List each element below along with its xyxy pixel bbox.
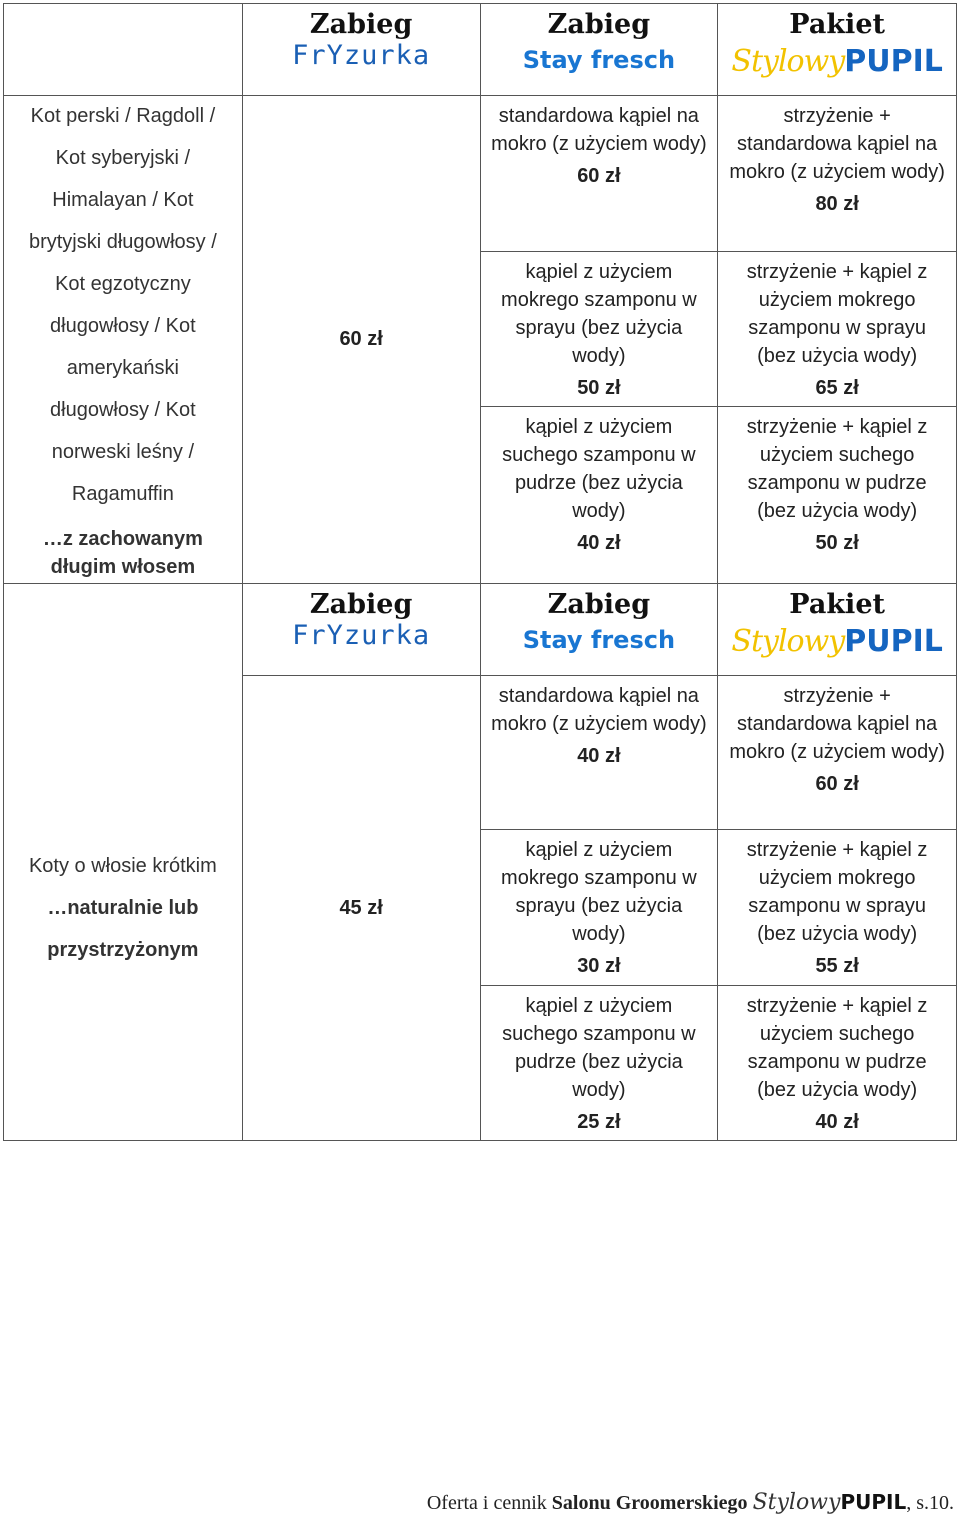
- header-pakiet-title: Pakiet: [789, 9, 885, 40]
- category-long-note: …z zachowanym długim włosem: [42, 527, 203, 578]
- page-footer: Oferta i cennik Salonu Groomerskiego StylowyPUPIL, s.10.: [426, 1490, 954, 1515]
- fryzurka-price-short: 45 zł: [243, 676, 481, 1141]
- service-option: strzyżenie + standardowa kąpiel na mokro (z użyciem wody) 60 zł: [718, 676, 956, 830]
- service-option: strzyżenie + kąpiel z użyciem suchego szamponu w pudrze (bez użycia wody) 40 zł: [746, 995, 928, 1133]
- header-fryzurka-sub: FrYzurka: [292, 40, 431, 71]
- stay-fresh-short: [481, 676, 719, 1141]
- header-pakiet: [718, 4, 957, 96]
- section-long-hair: [3, 96, 957, 584]
- service-option: strzyżenie + kąpiel z użyciem mokrego szamponu w sprayu (bez użycia wody) 55 zł: [718, 830, 956, 986]
- header-empty-cell: [4, 4, 243, 96]
- header-fryzurka: [243, 4, 481, 96]
- service-option: strzyżenie + standardowa kąpiel na mokro (z użyciem wody) 80 zł: [718, 96, 956, 252]
- service-option: standardowa kąpiel na mokro (z użyciem wody) 40 zł: [481, 676, 718, 830]
- category-long-hair: Kot perski / Ragdoll / Kot syberyjski / Himalayan / Kot brytyjski długowłosy / Kot egzotyczny długowłosy / Kot amerykański długowłosy / Kot norweski leśny / Ragamuffin …z zachowanym długim włosem: [4, 96, 243, 584]
- service-option: standardowa kąpiel na mokro (z użyciem wody) 60 zł: [481, 96, 718, 252]
- service-option: strzyżenie + kąpiel z użyciem suchego szamponu w pudrze (bez użycia wody) 50 zł: [746, 416, 928, 554]
- service-option: kąpiel z użyciem mokrego szamponu w sprayu (bez użycia wody) 30 zł: [481, 830, 718, 986]
- pakiet-short: [718, 676, 957, 1141]
- header-stay-sub: Stay fresch: [522, 46, 676, 74]
- header-fryzurka: Zabieg FrYzurka: [243, 584, 481, 676]
- stay-fresh-long: [481, 96, 719, 584]
- pakiet-long: [718, 96, 957, 584]
- footer-logo-pupil: PUPIL: [840, 1490, 907, 1514]
- header-stay-fresh: [481, 4, 719, 96]
- section-short-hair: [3, 676, 957, 1141]
- service-option: kąpiel z użyciem suchego szamponu w pudrze (bez użycia wody) 40 zł: [502, 416, 696, 554]
- category-short-hair: Koty o włosie krótkim …naturalnie lub przystrzyżonym: [4, 676, 243, 1141]
- price-table: [3, 3, 957, 1141]
- header-pakiet: Pakiet StylowyPUPIL: [718, 584, 957, 676]
- header-fryzurka-title: Zabieg: [309, 9, 413, 40]
- stylowy-pupil-logo: StylowyPUPIL: [731, 624, 943, 659]
- table-header-row: [3, 3, 957, 96]
- fryzurka-price-long: 60 zł: [243, 96, 481, 584]
- header-stay-title: Zabieg: [547, 9, 651, 40]
- stylowy-pupil-logo: StylowyPUPIL: [731, 44, 943, 79]
- header-empty-cell: [4, 584, 243, 676]
- header-stay-fresh: Zabieg Stay fresch: [481, 584, 719, 676]
- service-option: kąpiel z użyciem suchego szamponu w pudrze (bez użycia wody) 25 zł: [502, 995, 696, 1133]
- service-option: kąpiel z użyciem mokrego szamponu w sprayu (bez użycia wody) 50 zł: [481, 252, 718, 407]
- service-option: strzyżenie + kąpiel z użyciem mokrego szamponu w sprayu (bez użycia wody) 65 zł: [718, 252, 956, 407]
- footer-logo-stylowy: Stylowy: [752, 1490, 841, 1515]
- table-header-row-2: [3, 584, 957, 676]
